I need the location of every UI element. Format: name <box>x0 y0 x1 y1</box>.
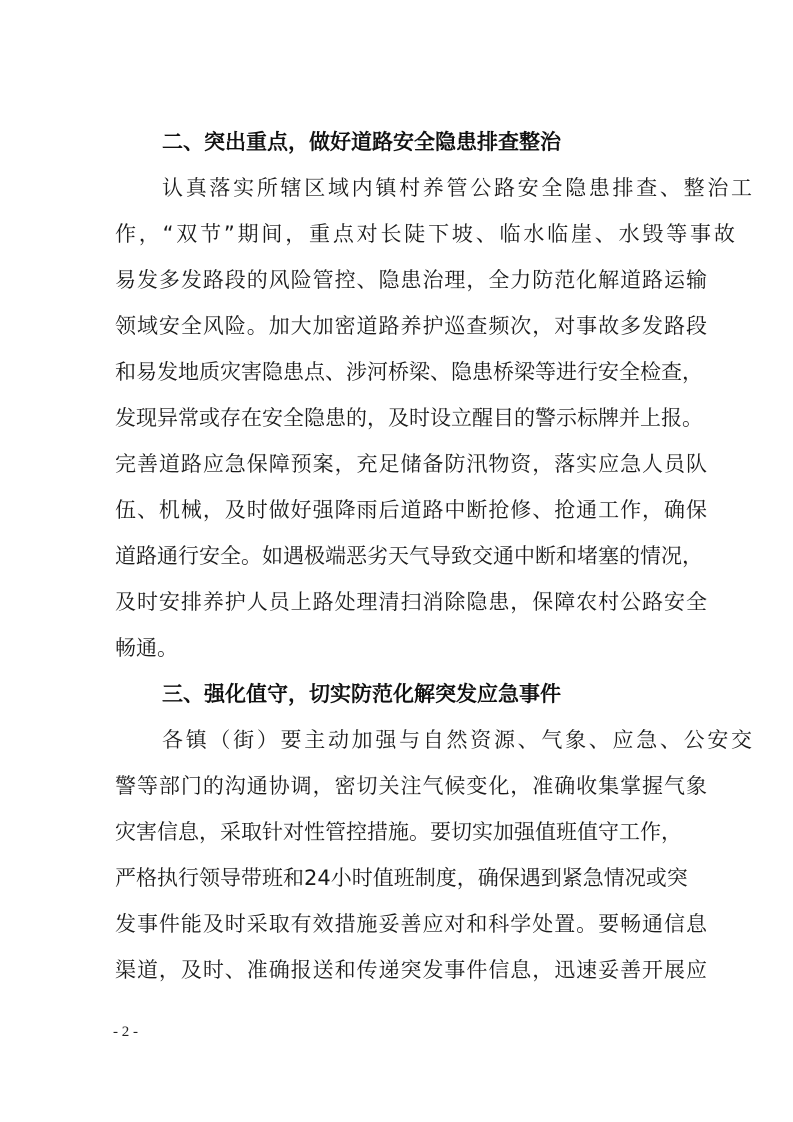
section-two-line-5: 和易发地质灾害隐患点、涉河桥梁、隐患桥梁等进行安全检查， <box>115 360 703 384</box>
section-two-line-4: 领域安全风险。加大加密道路养护巡查频次，对事故多发路段 <box>115 314 708 338</box>
page-number: - 2 - <box>113 1024 138 1040</box>
section-two-line-10: 及时安排养护人员上路处理清扫消除隐患，保障农村公路安全 <box>115 590 708 614</box>
section-two-line-2: 作，“双节”期间，重点对长陡下坡、临水临崖、水毁等事故 <box>115 222 738 246</box>
section-two-line-11: 畅通。 <box>115 636 178 660</box>
section-three-line-1: 各镇（街）要主动加强与自然资源、气象、应急、公安交 <box>162 728 755 752</box>
section-three-line-4: 严格执行领导带班和24小时值班制度，确保遇到紧急情况或突 <box>115 866 688 890</box>
section-two-line-8: 伍、机械，及时做好强降雨后道路中断抢修、抢通工作，确保 <box>115 498 708 522</box>
section-two-line-6: 发现异常或存在安全隐患的，及时设立醒目的警示标牌并上报。 <box>115 406 703 430</box>
section-three-line-5: 发事件能及时采取有效措施妥善应对和科学处置。要畅通信息 <box>115 912 708 936</box>
section-two-line-7: 完善道路应急保障预案，充足储备防汛物资，落实应急人员队 <box>115 452 708 476</box>
section-two-line-3: 易发多发路段的风险管控、隐患治理，全力防范化解道路运输 <box>115 268 708 292</box>
section-two-line-9: 道路通行安全。如遇极端恶劣天气导致交通中断和堵塞的情况， <box>115 544 703 568</box>
section-three-heading: 三、强化值守，切实防范化解突发应急事件 <box>162 682 561 706</box>
section-three-line-2: 警等部门的沟通协调，密切关注气候变化，准确收集掌握气象 <box>115 774 708 798</box>
section-two-heading: 二、突出重点，做好道路安全隐患排查整治 <box>162 130 561 154</box>
section-three-line-3: 灾害信息，采取针对性管控措施。要切实加强值班值守工作， <box>115 820 682 844</box>
section-two-line-1: 认真落实所辖区域内镇村养管公路安全隐患排查、整治工 <box>162 176 755 200</box>
section-three-line-6: 渠道，及时、准确报送和传递突发事件信息，迅速妥善开展应 <box>115 958 708 982</box>
